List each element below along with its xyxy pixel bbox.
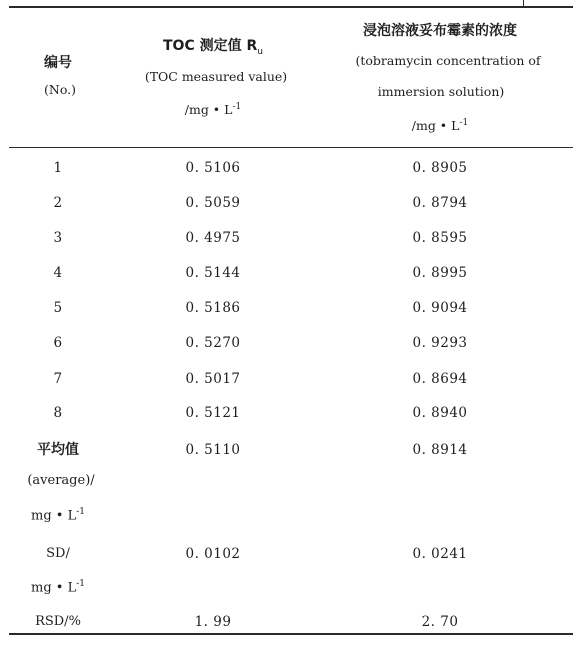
cell-conc: 0. 0241 (412, 546, 468, 562)
header-toc-cn: TOC 测定值 $R_u$ (163, 38, 263, 57)
cell-conc: 0. 8595 (412, 230, 468, 246)
header-conc-en-1: (tobramycin concentration of (355, 53, 541, 68)
cell-toc: 0. 5270 (185, 335, 241, 351)
header-no-en: (No.) (44, 82, 76, 97)
cell-toc: 0. 0102 (185, 546, 241, 562)
table-corner-mark (523, 0, 524, 6)
rsd-label: RSD/% (35, 614, 81, 629)
cell-toc: 0. 5186 (185, 300, 241, 316)
cell-toc: 0. 5144 (185, 265, 241, 281)
cell-conc: 0. 8940 (412, 405, 468, 421)
cell-conc: 0. 8794 (412, 195, 468, 211)
cell-conc: 0. 9293 (412, 335, 468, 351)
header-toc-en: (TOC measured value) (144, 69, 288, 84)
average-label-en: (average)/ (27, 473, 95, 488)
table-top-rule (9, 6, 573, 8)
table-header-rule (9, 147, 573, 148)
header-conc-cn: 浸泡溶液妥布霉素的浓度 (363, 23, 517, 39)
cell-no: 6 (53, 335, 63, 351)
cell-toc: 0. 5059 (185, 195, 241, 211)
average-label-cn: 平均值 (37, 442, 79, 458)
cell-no: 4 (53, 265, 63, 281)
cell-toc: 0. 5017 (185, 371, 241, 387)
cell-no: 1 (53, 160, 63, 176)
cell-toc: 1. 99 (194, 614, 232, 630)
header-conc-en-2: immersion solution) (377, 84, 505, 99)
cell-conc: 2. 70 (421, 614, 459, 630)
cell-no: 5 (53, 300, 63, 316)
sd-label: SD/ (46, 546, 70, 561)
header-conc-unit: /mg • $L^{-1}$ (411, 118, 469, 134)
cell-conc: 0. 8694 (412, 371, 468, 387)
cell-conc: 0. 8995 (412, 265, 468, 281)
sd-label-unit: mg • $L^{-1}$ (31, 579, 85, 596)
cell-no: 2 (53, 195, 63, 211)
header-toc-unit: /mg • $L^{-1}$ (184, 102, 242, 118)
cell-conc: 0. 8914 (412, 442, 468, 458)
cell-no: 7 (53, 371, 63, 387)
cell-conc: 0. 8905 (412, 160, 468, 176)
cell-toc: 0. 4975 (185, 230, 241, 246)
cell-no: 3 (53, 230, 63, 246)
header-no-cn: 编号 (44, 55, 72, 71)
table-bottom-rule (9, 633, 573, 635)
cell-toc: 0. 5110 (185, 442, 241, 458)
cell-toc: 0. 5121 (185, 405, 241, 421)
cell-conc: 0. 9094 (412, 300, 468, 316)
cell-toc: 0. 5106 (185, 160, 241, 176)
cell-no: 8 (53, 405, 63, 421)
average-label-unit: mg • $L^{-1}$ (31, 507, 85, 524)
